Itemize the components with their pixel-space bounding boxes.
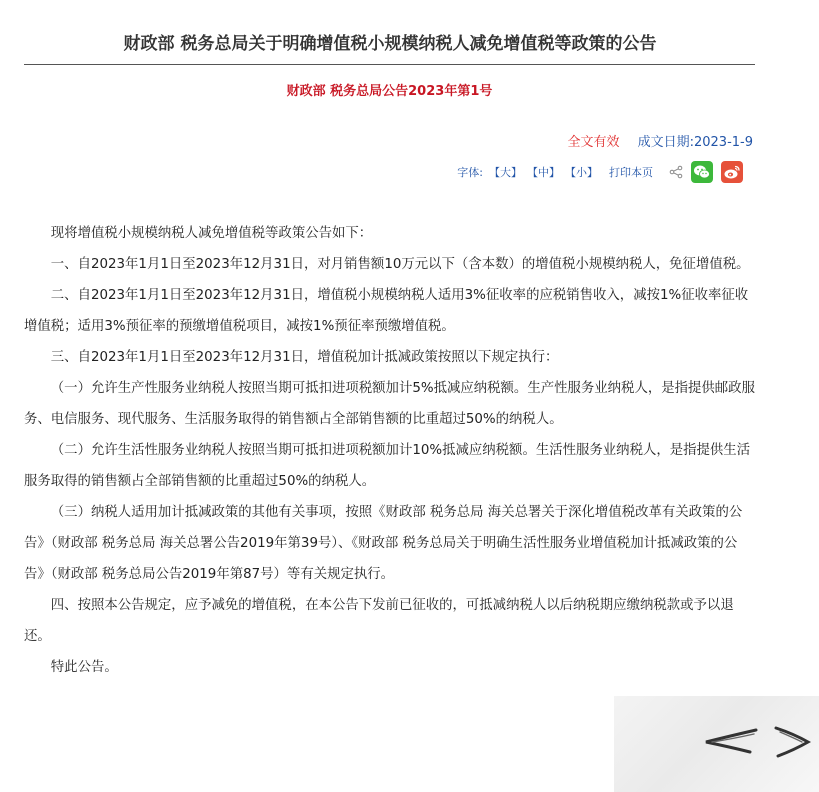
title-divider <box>24 64 755 65</box>
page-title: 财政部 税务总局关于明确增值税小规模纳税人减免增值税等政策的公告 <box>123 34 657 54</box>
paragraph-3-2: （二）允许生活性服务业纳税人按照当期可抵扣进项税额加计10%抵减应纳税额。生活性服务业纳税人，是指提供生活服务取得的销售额占全部销售额的比重超过50%的纳税人。 <box>24 443 751 489</box>
paragraph-2: 二、自2023年1月1日至2023年12月31日，增值税小规模纳税人适用3%征收率的应税销售收入，减按1%征收率征收增值税；适用3%预征率的预缴增值税项目，减按1%预征率预缴增值税。 <box>24 288 749 334</box>
paragraph-1: 一、自2023年1月1日至2023年12月31日，对月销售额10万元以下（含本数）的增值税小规模纳税人，免征增值税。 <box>50 257 750 272</box>
issue-date <box>638 135 753 150</box>
wechat-share-button[interactable] <box>691 161 713 183</box>
validity-status: 全文有效 <box>567 135 620 150</box>
arrow-left-icon[interactable] <box>700 722 760 762</box>
article-body <box>24 218 755 683</box>
font-size-medium-button[interactable]: 【中】 <box>527 166 560 179</box>
document-meta <box>567 131 753 150</box>
paragraph-intro: 现将增值税小规模纳税人减免增值税等政策公告如下： <box>50 226 373 241</box>
paragraph-3-1: （一）允许生产性服务业纳税人按照当期可抵扣进项税额加计5%抵减应纳税额。生产性服务业纳税人，是指提供邮政服务、电信服务、现代服务、生活服务取得的销售额占全部销售额的比重超过50%的纳税人。 <box>24 381 755 427</box>
font-size-small-button[interactable]: 【小】 <box>565 166 598 179</box>
document-number: 财政部 税务总局公告2023年第1号 <box>286 84 493 99</box>
wechat-icon <box>693 164 711 180</box>
issue-date-value: 2023-1-9 <box>693 135 753 150</box>
share-icon[interactable] <box>669 165 683 179</box>
paragraph-4: 四、按照本公告规定，应予减免的增值税，在本公告下发前已征收的，可抵减纳税人以后纳税期应缴纳税款或予以退还。 <box>24 598 734 644</box>
weibo-icon <box>723 164 741 180</box>
weibo-share-button[interactable] <box>721 161 743 183</box>
article-toolbar <box>457 160 745 184</box>
arrow-right-icon[interactable] <box>768 722 816 762</box>
paragraph-closing: 特此公告。 <box>50 660 118 675</box>
paragraph-3: 三、自2023年1月1日至2023年12月31日，增值税加计抵减政策按照以下规定执行： <box>50 350 559 365</box>
font-size-label: 字体: <box>457 166 483 179</box>
font-size-large-button[interactable]: 【大】 <box>489 166 522 179</box>
print-button[interactable]: 打印本页 <box>609 166 653 179</box>
issue-date-label: 成文日期: <box>637 135 694 150</box>
paragraph-3-3: （三）纳税人适用加计抵减政策的其他有关事项，按照《财政部 税务总局 海关总署关于深化增值税改革有关政策的公告》（财政部 税务总局 海关总署公告2019年第39号）、《财政部 税务总局关于明确生活性服务业增值税加计抵减政策的公告》（财政部 税务总局公告2019年第87号）等有关规定执行。 <box>24 505 743 582</box>
